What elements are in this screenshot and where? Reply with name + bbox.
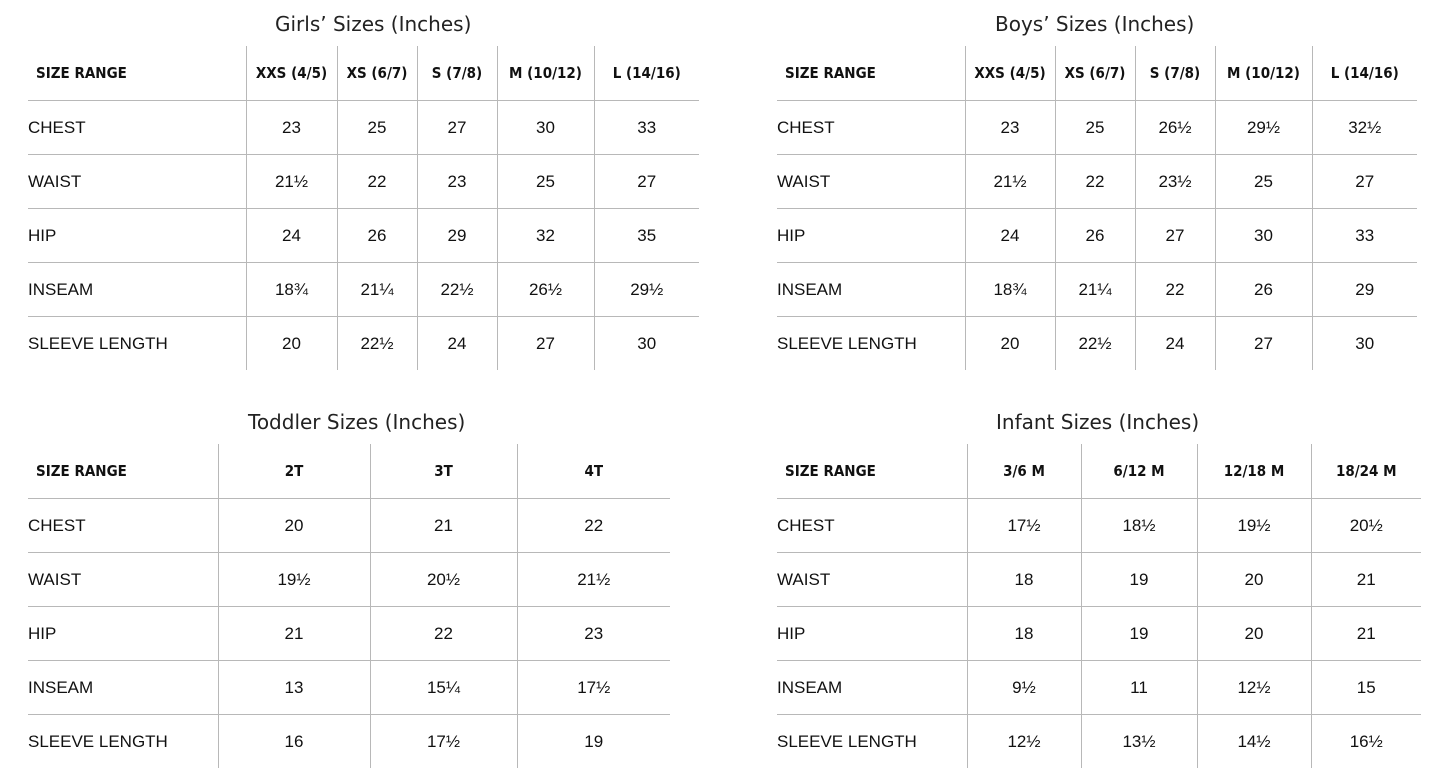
measurement-value: 21 [370, 499, 517, 553]
infant-size-chart [777, 404, 1421, 764]
measurement-label: SLEEVE LENGTH [777, 333, 917, 353]
measurement-value: 19 [1081, 553, 1197, 607]
size-range-header: SIZE RANGE [777, 46, 965, 101]
measurement-value: 33 [1312, 209, 1417, 263]
girls-size-chart [28, 6, 699, 366]
measurement-value: 17½ [370, 715, 517, 769]
measurement-value: 25 [497, 155, 594, 209]
measurement-label: SLEEVE LENGTH [777, 731, 917, 751]
measurement-label: HIP [28, 209, 246, 263]
measurement-value: 30 [1215, 209, 1312, 263]
measurement-value: 27 [1135, 209, 1215, 263]
measurement-value: 13½ [1081, 715, 1197, 769]
measurement-value: 24 [417, 317, 497, 371]
table-row-chest [777, 499, 1421, 553]
measurement-value: 27 [417, 101, 497, 155]
chart-title: Toddler Sizes (Inches) [248, 410, 466, 434]
measurement-value: 24 [965, 209, 1055, 263]
table-row-hip [777, 607, 1421, 661]
measurement-value: 27 [1312, 155, 1417, 209]
measurement-value: 20½ [370, 553, 517, 607]
measurement-value: 27 [1215, 317, 1312, 371]
table-row-sleeve-length [777, 317, 1417, 371]
measurement-value: 21 [1311, 607, 1421, 661]
size-column-header: M (10/12) [497, 46, 594, 101]
size-column-header: XS (6/7) [1055, 46, 1135, 101]
measurement-value: 29 [1312, 263, 1417, 317]
table-row-inseam [777, 263, 1417, 317]
boys-size-table [777, 46, 1417, 370]
chart-title: Boys’ Sizes (Inches) [995, 12, 1195, 36]
measurement-value: 18½ [1081, 499, 1197, 553]
table-row-hip [777, 209, 1417, 263]
size-column-header: S (7/8) [1135, 46, 1215, 101]
boys-size-chart [777, 6, 1417, 366]
size-column-header: XXS (4/5) [246, 46, 337, 101]
size-column-header: S (7/8) [417, 46, 497, 101]
measurement-value: 22½ [1055, 317, 1135, 371]
measurement-label: WAIST [28, 553, 218, 607]
measurement-value: 26 [337, 209, 417, 263]
measurement-value: 15¼ [370, 661, 517, 715]
size-column-header: 18/24 M [1311, 444, 1421, 499]
measurement-value: 16½ [1311, 715, 1421, 769]
measurement-label: INSEAM [777, 661, 967, 715]
measurement-value: 29½ [594, 263, 699, 317]
measurement-label: WAIST [777, 155, 965, 209]
table-row-sleeve-length [28, 317, 699, 371]
measurement-label: WAIST [777, 553, 967, 607]
measurement-value: 22½ [417, 263, 497, 317]
measurement-value: 25 [337, 101, 417, 155]
measurement-label: CHEST [28, 499, 218, 553]
measurement-value: 20½ [1311, 499, 1421, 553]
measurement-value: 18¾ [246, 263, 337, 317]
size-column-header: L (14/16) [1312, 46, 1417, 101]
measurement-value: 21 [1311, 553, 1421, 607]
measurement-label: HIP [777, 209, 965, 263]
measurement-value: 23 [517, 607, 670, 661]
measurement-value: 30 [594, 317, 699, 371]
header-row [777, 46, 1417, 101]
size-column-header: 12/18 M [1197, 444, 1311, 499]
measurement-value: 20 [246, 317, 337, 371]
measurement-value: 21¼ [1055, 263, 1135, 317]
measurement-value: 17½ [517, 661, 670, 715]
measurement-label: CHEST [777, 101, 965, 155]
size-column-header: L (14/16) [594, 46, 699, 101]
measurement-value: 26½ [1135, 101, 1215, 155]
measurement-label: WAIST [28, 155, 246, 209]
measurement-label: SLEEVE LENGTH [28, 731, 168, 751]
size-column-header: M (10/12) [1215, 46, 1312, 101]
measurement-value: 11 [1081, 661, 1197, 715]
measurement-value: 20 [1197, 607, 1311, 661]
measurement-value: 22 [1135, 263, 1215, 317]
girls-size-table [28, 46, 699, 370]
infant-size-table [777, 444, 1421, 768]
size-column-header: 4T [517, 444, 670, 499]
measurement-value: 12½ [1197, 661, 1311, 715]
size-range-header: SIZE RANGE [777, 444, 967, 499]
measurement-value: 25 [1055, 101, 1135, 155]
measurement-value: 29½ [1215, 101, 1312, 155]
size-range-header: SIZE RANGE [28, 444, 218, 499]
size-column-header: 2T [218, 444, 370, 499]
measurement-value: 26 [1215, 263, 1312, 317]
table-row-waist [777, 155, 1417, 209]
table-row-hip [28, 209, 699, 263]
measurement-value: 20 [965, 317, 1055, 371]
header-row [28, 46, 699, 101]
table-row-waist [28, 553, 670, 607]
measurement-value: 23 [965, 101, 1055, 155]
measurement-value: 26 [1055, 209, 1135, 263]
chart-title: Infant Sizes (Inches) [996, 410, 1200, 434]
measurement-value: 18 [967, 607, 1081, 661]
table-row-waist [777, 553, 1421, 607]
measurement-value: 29 [417, 209, 497, 263]
measurement-value: 9½ [967, 661, 1081, 715]
measurement-value: 18¾ [965, 263, 1055, 317]
table-row-inseam [28, 263, 699, 317]
measurement-value: 33 [594, 101, 699, 155]
measurement-value: 18 [967, 553, 1081, 607]
measurement-value: 17½ [967, 499, 1081, 553]
measurement-value: 16 [218, 715, 370, 769]
measurement-value: 21½ [517, 553, 670, 607]
measurement-label: INSEAM [777, 263, 965, 317]
size-column-header: 3T [370, 444, 517, 499]
measurement-value: 21 [218, 607, 370, 661]
table-row-chest [28, 499, 670, 553]
table-row-waist [28, 155, 699, 209]
measurement-value: 32 [497, 209, 594, 263]
measurement-value: 19 [517, 715, 670, 769]
size-range-header: SIZE RANGE [28, 46, 246, 101]
measurement-value: 13 [218, 661, 370, 715]
table-row-sleeve-length [777, 715, 1421, 769]
measurement-value: 20 [218, 499, 370, 553]
measurement-value: 15 [1311, 661, 1421, 715]
measurement-value: 12½ [967, 715, 1081, 769]
measurement-label: HIP [777, 607, 967, 661]
table-row-chest [777, 101, 1417, 155]
size-column-header: 6/12 M [1081, 444, 1197, 499]
measurement-value: 19½ [218, 553, 370, 607]
measurement-value: 22 [1055, 155, 1135, 209]
measurement-value: 23 [246, 101, 337, 155]
table-row-inseam [777, 661, 1421, 715]
table-row-hip [28, 607, 670, 661]
toddler-size-table [28, 444, 670, 768]
measurement-value: 30 [497, 101, 594, 155]
chart-title: Girls’ Sizes (Inches) [275, 12, 472, 36]
table-row-chest [28, 101, 699, 155]
measurement-value: 35 [594, 209, 699, 263]
measurement-value: 19 [1081, 607, 1197, 661]
measurement-label: INSEAM [28, 661, 218, 715]
measurement-value: 27 [497, 317, 594, 371]
measurement-label: CHEST [28, 101, 246, 155]
measurement-value: 26½ [497, 263, 594, 317]
size-column-header: XXS (4/5) [965, 46, 1055, 101]
measurement-label: INSEAM [28, 263, 246, 317]
table-row-sleeve-length [28, 715, 670, 769]
size-column-header: XS (6/7) [337, 46, 417, 101]
measurement-value: 30 [1312, 317, 1417, 371]
measurement-value: 23 [417, 155, 497, 209]
measurement-value: 32½ [1312, 101, 1417, 155]
measurement-value: 25 [1215, 155, 1312, 209]
measurement-value: 22½ [337, 317, 417, 371]
header-row [777, 444, 1421, 499]
measurement-value: 24 [1135, 317, 1215, 371]
measurement-value: 21½ [246, 155, 337, 209]
measurement-value: 22 [517, 499, 670, 553]
measurement-value: 19½ [1197, 499, 1311, 553]
measurement-value: 27 [594, 155, 699, 209]
measurement-value: 24 [246, 209, 337, 263]
table-row-inseam [28, 661, 670, 715]
measurement-value: 20 [1197, 553, 1311, 607]
measurement-value: 21½ [965, 155, 1055, 209]
measurement-value: 22 [370, 607, 517, 661]
measurement-label: HIP [28, 607, 218, 661]
measurement-value: 21¼ [337, 263, 417, 317]
measurement-value: 22 [337, 155, 417, 209]
measurement-value: 14½ [1197, 715, 1311, 769]
measurement-label: SLEEVE LENGTH [28, 333, 168, 353]
size-column-header: 3/6 M [967, 444, 1081, 499]
toddler-size-chart [28, 404, 670, 764]
measurement-value: 23½ [1135, 155, 1215, 209]
header-row [28, 444, 670, 499]
measurement-label: CHEST [777, 499, 967, 553]
